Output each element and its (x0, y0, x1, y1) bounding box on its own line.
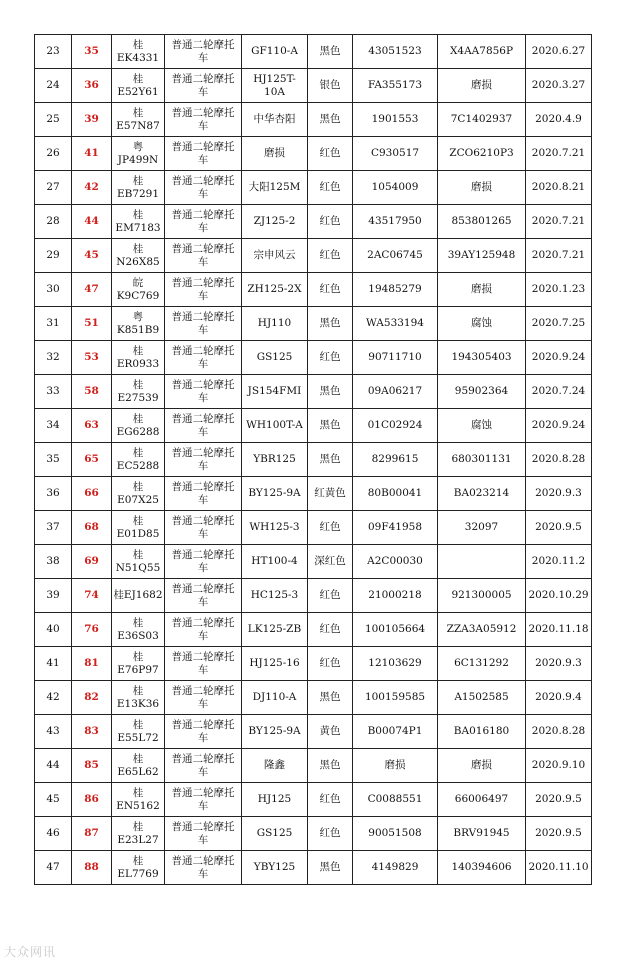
cell-color: 黑色 (308, 443, 353, 477)
cell-vehicle-type: 普通二轮摩托 车 (165, 851, 242, 885)
cell-vehicle-type: 普通二轮摩托 车 (165, 817, 242, 851)
cell-plate: 皖 K9C769 (112, 273, 165, 307)
table-row (35, 681, 592, 715)
cell-number: 58 (72, 375, 112, 409)
cell-vehicle-type: 普通二轮摩托 车 (165, 511, 242, 545)
cell-color: 红色 (308, 137, 353, 171)
cell-engine-no: 1901553 (353, 103, 438, 137)
cell-frame-no: 腐蚀 (438, 307, 526, 341)
cell-vehicle-type: 普通二轮摩托 车 (165, 273, 242, 307)
cell-vehicle-type: 普通二轮摩托 车 (165, 35, 242, 69)
cell-frame-no: 磨损 (438, 69, 526, 103)
cell-engine-no: B00074P1 (353, 715, 438, 749)
cell-number: 88 (72, 851, 112, 885)
cell-seq: 33 (35, 375, 72, 409)
cell-plate: 桂 E13K36 (112, 681, 165, 715)
cell-seq: 40 (35, 613, 72, 647)
cell-model: WH100T-A (242, 409, 308, 443)
cell-frame-no: 32097 (438, 511, 526, 545)
cell-color: 黑色 (308, 851, 353, 885)
cell-model: 宗申风云 (242, 239, 308, 273)
table-row (35, 137, 592, 171)
cell-model: 隆鑫 (242, 749, 308, 783)
cell-frame-no: 腐蚀 (438, 409, 526, 443)
cell-seq: 31 (35, 307, 72, 341)
table-row (35, 579, 592, 613)
cell-plate: 桂 EB7291 (112, 171, 165, 205)
cell-frame-no: BRV91945 (438, 817, 526, 851)
cell-number: 69 (72, 545, 112, 579)
cell-plate: 桂 E52Y61 (112, 69, 165, 103)
table-row (35, 613, 592, 647)
cell-number: 76 (72, 613, 112, 647)
cell-frame-no: 194305403 (438, 341, 526, 375)
cell-date: 2020.9.24 (526, 409, 592, 443)
cell-engine-no: C0088551 (353, 783, 438, 817)
cell-seq: 41 (35, 647, 72, 681)
cell-plate: 桂 N51Q55 (112, 545, 165, 579)
cell-color: 红色 (308, 579, 353, 613)
cell-color: 红色 (308, 273, 353, 307)
cell-frame-no (438, 545, 526, 579)
table-row (35, 69, 592, 103)
cell-model: YBR125 (242, 443, 308, 477)
cell-vehicle-type: 普通二轮摩托 车 (165, 171, 242, 205)
cell-plate: 桂EJ1682 (112, 579, 165, 613)
cell-number: 41 (72, 137, 112, 171)
cell-date: 2020.4.9 (526, 103, 592, 137)
cell-seq: 45 (35, 783, 72, 817)
cell-engine-no: 01C02924 (353, 409, 438, 443)
cell-number: 82 (72, 681, 112, 715)
cell-plate: 桂 E01D85 (112, 511, 165, 545)
cell-color: 红色 (308, 205, 353, 239)
cell-model: ZH125-2X (242, 273, 308, 307)
cell-model: ZJ125-2 (242, 205, 308, 239)
cell-plate: 桂 E27539 (112, 375, 165, 409)
cell-seq: 24 (35, 69, 72, 103)
cell-plate: 桂 E65L62 (112, 749, 165, 783)
cell-color: 黑色 (308, 749, 353, 783)
cell-seq: 30 (35, 273, 72, 307)
table-row (35, 171, 592, 205)
cell-vehicle-type: 普通二轮摩托 车 (165, 205, 242, 239)
cell-plate: 桂 ER0933 (112, 341, 165, 375)
cell-plate: 桂 N26X85 (112, 239, 165, 273)
cell-engine-no: 8299615 (353, 443, 438, 477)
table-row (35, 749, 592, 783)
cell-frame-no: BA016180 (438, 715, 526, 749)
cell-vehicle-type: 普通二轮摩托 车 (165, 69, 242, 103)
cell-model: WH125-3 (242, 511, 308, 545)
cell-date: 2020.7.21 (526, 205, 592, 239)
cell-engine-no: 磨损 (353, 749, 438, 783)
cell-number: 47 (72, 273, 112, 307)
cell-seq: 35 (35, 443, 72, 477)
cell-model: BY125-9A (242, 477, 308, 511)
cell-engine-no: 43051523 (353, 35, 438, 69)
cell-vehicle-type: 普通二轮摩托 车 (165, 545, 242, 579)
cell-seq: 43 (35, 715, 72, 749)
cell-engine-no: 19485279 (353, 273, 438, 307)
cell-model: GS125 (242, 817, 308, 851)
cell-vehicle-type: 普通二轮摩托 车 (165, 477, 242, 511)
cell-date: 2020.6.27 (526, 35, 592, 69)
cell-plate: 桂 E07X25 (112, 477, 165, 511)
cell-date: 2020.9.3 (526, 477, 592, 511)
cell-vehicle-type: 普通二轮摩托 车 (165, 137, 242, 171)
cell-plate: 桂 EC5288 (112, 443, 165, 477)
cell-model: HJ125T- 10A (242, 69, 308, 103)
cell-seq: 32 (35, 341, 72, 375)
cell-date: 2020.8.28 (526, 443, 592, 477)
cell-vehicle-type: 普通二轮摩托 车 (165, 681, 242, 715)
cell-model: JS154FMI (242, 375, 308, 409)
cell-number: 63 (72, 409, 112, 443)
cell-vehicle-type: 普通二轮摩托 车 (165, 375, 242, 409)
cell-plate: 桂 E23L27 (112, 817, 165, 851)
cell-vehicle-type: 普通二轮摩托 车 (165, 103, 242, 137)
table-row (35, 545, 592, 579)
cell-color: 深红色 (308, 545, 353, 579)
table-row (35, 443, 592, 477)
cell-seq: 26 (35, 137, 72, 171)
cell-model: HJ110 (242, 307, 308, 341)
cell-seq: 28 (35, 205, 72, 239)
cell-seq: 47 (35, 851, 72, 885)
cell-color: 红色 (308, 171, 353, 205)
cell-engine-no: WA533194 (353, 307, 438, 341)
table-row (35, 103, 592, 137)
cell-engine-no: 80B00041 (353, 477, 438, 511)
table-row (35, 307, 592, 341)
cell-seq: 34 (35, 409, 72, 443)
cell-model: HT100-4 (242, 545, 308, 579)
cell-number: 36 (72, 69, 112, 103)
cell-frame-no: 磨损 (438, 749, 526, 783)
cell-vehicle-type: 普通二轮摩托 车 (165, 579, 242, 613)
cell-frame-no: 磨损 (438, 171, 526, 205)
cell-date: 2020.9.5 (526, 783, 592, 817)
table-row (35, 783, 592, 817)
cell-number: 45 (72, 239, 112, 273)
cell-seq: 36 (35, 477, 72, 511)
cell-color: 黑色 (308, 35, 353, 69)
cell-model: LK125-ZB (242, 613, 308, 647)
cell-plate: 桂 EG6288 (112, 409, 165, 443)
cell-seq: 29 (35, 239, 72, 273)
cell-frame-no: 853801265 (438, 205, 526, 239)
cell-date: 2020.7.21 (526, 137, 592, 171)
cell-color: 红色 (308, 647, 353, 681)
cell-number: 83 (72, 715, 112, 749)
cell-color: 黑色 (308, 375, 353, 409)
cell-number: 42 (72, 171, 112, 205)
cell-engine-no: C930517 (353, 137, 438, 171)
cell-color: 黑色 (308, 409, 353, 443)
cell-date: 2020.7.24 (526, 375, 592, 409)
cell-model: 中华杏阳 (242, 103, 308, 137)
cell-vehicle-type: 普通二轮摩托 车 (165, 443, 242, 477)
cell-date: 2020.11.2 (526, 545, 592, 579)
cell-date: 2020.3.27 (526, 69, 592, 103)
cell-plate: 桂 EL7769 (112, 851, 165, 885)
cell-date: 2020.9.10 (526, 749, 592, 783)
cell-vehicle-type: 普通二轮摩托 车 (165, 341, 242, 375)
cell-model: HC125-3 (242, 579, 308, 613)
table-row (35, 409, 592, 443)
cell-number: 44 (72, 205, 112, 239)
cell-number: 86 (72, 783, 112, 817)
cell-frame-no: 680301131 (438, 443, 526, 477)
cell-plate: 桂 EK4331 (112, 35, 165, 69)
cell-model: YBY125 (242, 851, 308, 885)
cell-date: 2020.9.24 (526, 341, 592, 375)
cell-color: 黄色 (308, 715, 353, 749)
cell-number: 35 (72, 35, 112, 69)
table-row (35, 851, 592, 885)
cell-date: 2020.9.3 (526, 647, 592, 681)
cell-number: 65 (72, 443, 112, 477)
table-row (35, 817, 592, 851)
cell-model: GF110-A (242, 35, 308, 69)
table-row (35, 205, 592, 239)
cell-frame-no: 7C1402937 (438, 103, 526, 137)
cell-model: HJ125-16 (242, 647, 308, 681)
cell-frame-no: A1502585 (438, 681, 526, 715)
cell-engine-no: 90711710 (353, 341, 438, 375)
watermark-text: 大众网讯 (4, 945, 57, 959)
cell-color: 黑色 (308, 307, 353, 341)
cell-seq: 25 (35, 103, 72, 137)
cell-seq: 23 (35, 35, 72, 69)
cell-color: 红黄色 (308, 477, 353, 511)
cell-engine-no: 4149829 (353, 851, 438, 885)
cell-engine-no: 12103629 (353, 647, 438, 681)
cell-engine-no: FA355173 (353, 69, 438, 103)
table-row (35, 273, 592, 307)
cell-date: 2020.9.5 (526, 817, 592, 851)
vehicle-table (34, 34, 592, 885)
cell-seq: 38 (35, 545, 72, 579)
cell-date: 2020.7.21 (526, 239, 592, 273)
cell-plate: 粤 K851B9 (112, 307, 165, 341)
cell-date: 2020.1.23 (526, 273, 592, 307)
cell-color: 红色 (308, 239, 353, 273)
cell-vehicle-type: 普通二轮摩托 车 (165, 749, 242, 783)
cell-engine-no: 21000218 (353, 579, 438, 613)
cell-plate: 桂 EM7183 (112, 205, 165, 239)
cell-model: GS125 (242, 341, 308, 375)
cell-model: BY125-9A (242, 715, 308, 749)
cell-number: 81 (72, 647, 112, 681)
cell-vehicle-type: 普通二轮摩托 车 (165, 409, 242, 443)
cell-date: 2020.9.4 (526, 681, 592, 715)
cell-number: 68 (72, 511, 112, 545)
cell-plate: 桂 E57N87 (112, 103, 165, 137)
cell-color: 黑色 (308, 103, 353, 137)
cell-vehicle-type: 普通二轮摩托 车 (165, 783, 242, 817)
cell-date: 2020.8.28 (526, 715, 592, 749)
cell-vehicle-type: 普通二轮摩托 车 (165, 613, 242, 647)
cell-engine-no: A2C00030 (353, 545, 438, 579)
cell-date: 2020.10.29 (526, 579, 592, 613)
cell-seq: 39 (35, 579, 72, 613)
cell-model: 磨损 (242, 137, 308, 171)
cell-model: 大阳125M (242, 171, 308, 205)
cell-vehicle-type: 普通二轮摩托 车 (165, 647, 242, 681)
cell-engine-no: 1054009 (353, 171, 438, 205)
cell-frame-no: 39AY125948 (438, 239, 526, 273)
cell-seq: 44 (35, 749, 72, 783)
cell-plate: 桂 E36S03 (112, 613, 165, 647)
cell-date: 2020.8.21 (526, 171, 592, 205)
cell-number: 39 (72, 103, 112, 137)
cell-color: 黑色 (308, 681, 353, 715)
table-row (35, 647, 592, 681)
cell-model: DJ110-A (242, 681, 308, 715)
cell-engine-no: 90051508 (353, 817, 438, 851)
cell-frame-no: 140394606 (438, 851, 526, 885)
cell-frame-no: ZZA3A05912 (438, 613, 526, 647)
cell-number: 51 (72, 307, 112, 341)
cell-number: 87 (72, 817, 112, 851)
cell-frame-no: 66006497 (438, 783, 526, 817)
table-row (35, 715, 592, 749)
cell-plate: 粤 JP499N (112, 137, 165, 171)
cell-engine-no: 100105664 (353, 613, 438, 647)
cell-frame-no: ZCO6210P3 (438, 137, 526, 171)
cell-plate: 桂 E55L72 (112, 715, 165, 749)
cell-color: 红色 (308, 341, 353, 375)
cell-color: 银色 (308, 69, 353, 103)
table-row (35, 477, 592, 511)
cell-color: 红色 (308, 613, 353, 647)
cell-vehicle-type: 普通二轮摩托 车 (165, 715, 242, 749)
cell-color: 红色 (308, 817, 353, 851)
table-row (35, 239, 592, 273)
cell-number: 66 (72, 477, 112, 511)
cell-engine-no: 09A06217 (353, 375, 438, 409)
cell-plate: 桂 E76P97 (112, 647, 165, 681)
cell-seq: 27 (35, 171, 72, 205)
cell-vehicle-type: 普通二轮摩托 车 (165, 307, 242, 341)
cell-date: 2020.11.18 (526, 613, 592, 647)
cell-model: HJ125 (242, 783, 308, 817)
cell-seq: 42 (35, 681, 72, 715)
cell-engine-no: 09F41958 (353, 511, 438, 545)
cell-date: 2020.7.25 (526, 307, 592, 341)
cell-frame-no: 95902364 (438, 375, 526, 409)
table-row (35, 35, 592, 69)
cell-number: 85 (72, 749, 112, 783)
cell-frame-no: X4AA7856P (438, 35, 526, 69)
cell-date: 2020.11.10 (526, 851, 592, 885)
cell-engine-no: 2AC06745 (353, 239, 438, 273)
cell-frame-no: BA023214 (438, 477, 526, 511)
cell-color: 红色 (308, 783, 353, 817)
cell-date: 2020.9.5 (526, 511, 592, 545)
cell-frame-no: 磨损 (438, 273, 526, 307)
table-row (35, 511, 592, 545)
cell-seq: 46 (35, 817, 72, 851)
table-row (35, 375, 592, 409)
cell-plate: 桂 EN5162 (112, 783, 165, 817)
cell-number: 74 (72, 579, 112, 613)
cell-engine-no: 43517950 (353, 205, 438, 239)
cell-engine-no: 100159585 (353, 681, 438, 715)
cell-seq: 37 (35, 511, 72, 545)
cell-vehicle-type: 普通二轮摩托 车 (165, 239, 242, 273)
cell-number: 53 (72, 341, 112, 375)
cell-frame-no: 6C131292 (438, 647, 526, 681)
cell-color: 红色 (308, 511, 353, 545)
table-row (35, 341, 592, 375)
cell-frame-no: 921300005 (438, 579, 526, 613)
